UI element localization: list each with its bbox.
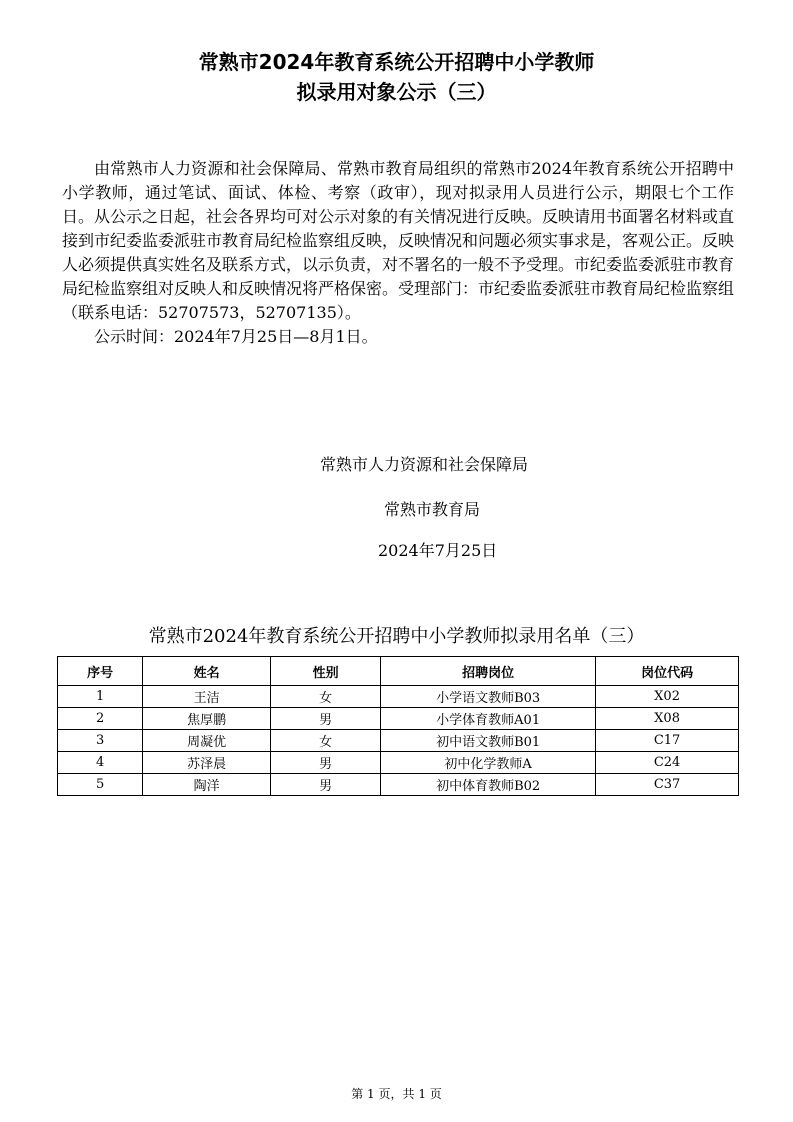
cell-position: 初中语文教师B01	[381, 730, 596, 752]
table-title: 常熟市2024年教育系统公开招聘中小学教师拟录用名单（三）	[148, 626, 645, 647]
signature-org-hr: 常熟市人力资源和社会保障局	[320, 455, 529, 474]
cell-index: 1	[58, 686, 143, 708]
cell-position: 初中体育教师B02	[381, 774, 596, 796]
cell-gender: 男	[271, 752, 381, 774]
page-footer: 第 1 页，共 1 页	[351, 1087, 442, 1101]
signature-org-education: 常熟市教育局	[384, 500, 481, 519]
header-name: 姓名	[143, 657, 271, 686]
cell-name: 陶洋	[143, 774, 271, 796]
cell-position-code: X08	[596, 708, 739, 730]
cell-position-code: C24	[596, 752, 739, 774]
document-title-line1: 常熟市2024年教育系统公开招聘中小学教师	[198, 50, 595, 74]
document-title-line2: 拟录用对象公示（三）	[296, 80, 497, 104]
header-position-code: 岗位代码	[596, 657, 739, 686]
cell-position-code: C17	[596, 730, 739, 752]
table-row	[58, 752, 739, 774]
notice-body	[62, 157, 734, 349]
signature-date: 2024年7月25日	[378, 541, 498, 560]
cell-name: 焦厚鹏	[143, 708, 271, 730]
candidate-table	[57, 656, 739, 796]
header-position: 招聘岗位	[381, 657, 596, 686]
cell-position-code: X02	[596, 686, 739, 708]
header-gender: 性别	[271, 657, 381, 686]
cell-gender: 男	[271, 774, 381, 796]
header-index: 序号	[58, 657, 143, 686]
cell-name: 苏泽晨	[143, 752, 271, 774]
cell-position-code: C37	[596, 774, 739, 796]
cell-index: 5	[58, 774, 143, 796]
table-row	[58, 774, 739, 796]
cell-position: 小学语文教师B03	[381, 686, 596, 708]
notice-paragraph: 由常熟市人力资源和社会保障局、常熟市教育局组织的常熟市2024年教育系统公开招聘中小学教师，通过笔试、面试、体检、考察（政审），现对拟录用人员进行公示，期限七个工作日。从公示之日起，社会各界均可对公示对象的有关情况进行反映。反映请用书面署名材料或直接到市纪委监委派驻市教育局纪检监察组反映，反映情况和问题必须实事求是，客观公正。反映人必须提供真实姓名及联系方式，以示负责，对不署名的一般不予受理。市纪委监委派驻市教育局纪检监察组对反映人和反映情况将严格保密。受理部门：市纪委监委派驻市教育局纪检监察组（联系电话：52707573，52707135）。	[62, 159, 735, 322]
cell-gender: 女	[271, 686, 381, 708]
cell-index: 3	[58, 730, 143, 752]
table-row	[58, 686, 739, 708]
table-row	[58, 730, 739, 752]
cell-name: 周凝优	[143, 730, 271, 752]
table-row	[58, 708, 739, 730]
cell-position: 小学体育教师A01	[381, 708, 596, 730]
cell-gender: 女	[271, 730, 381, 752]
cell-gender: 男	[271, 708, 381, 730]
table-header-row	[58, 657, 739, 686]
cell-position: 初中化学教师A	[381, 752, 596, 774]
notice-period: 公示时间：2024年7月25日—8月1日。	[94, 327, 378, 346]
cell-index: 4	[58, 752, 143, 774]
cell-index: 2	[58, 708, 143, 730]
cell-name: 王洁	[143, 686, 271, 708]
